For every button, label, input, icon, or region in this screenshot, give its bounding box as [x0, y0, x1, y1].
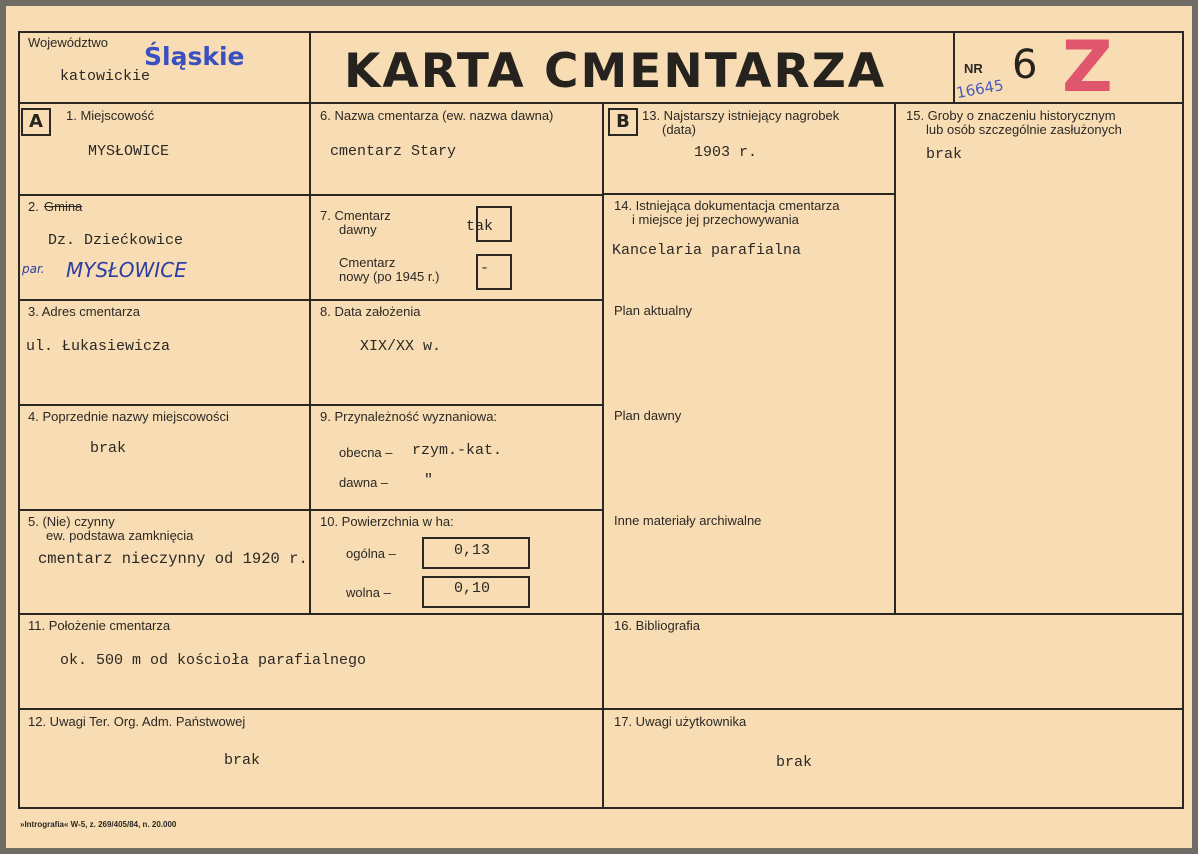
field-10-ogolna-label: ogólna – — [346, 546, 396, 561]
rule-col1 — [309, 31, 311, 615]
rule-right — [1182, 31, 1184, 809]
plan-dawny-label: Plan dawny — [614, 408, 682, 423]
wojewodztwo-label: Województwo — [28, 35, 108, 50]
rule-bottom — [18, 807, 1184, 809]
field-8-value: XIX/XX w. — [360, 338, 442, 355]
rule-top — [18, 31, 1184, 33]
field-13-label-2: (data) — [662, 122, 696, 137]
field-4-value: brak — [90, 440, 127, 457]
field-10-ogolna-value: 0,13 — [454, 542, 491, 559]
rule-left — [18, 31, 20, 809]
field-5-value: cmentarz nieczynny od 1920 r. — [38, 550, 308, 568]
cemetery-card — [6, 6, 1192, 848]
nr-label: NR — [964, 61, 983, 76]
field-3-label: 3. Adres cmentarza — [28, 304, 140, 319]
rule-row1-mid — [602, 193, 896, 195]
field-9-label: 9. Przynależność wyznaniowa: — [320, 409, 498, 424]
field-16-label: 16. Bibliografia — [614, 618, 700, 633]
field-7-label-2: dawny — [339, 222, 377, 237]
field-17-value: brak — [776, 754, 813, 771]
nr-value: 6 — [1012, 42, 1038, 88]
field-6-label: 6. Nazwa cmentarza (ew. nazwa dawna) — [320, 108, 554, 123]
field-7-label-4: nowy (po 1945 r.) — [339, 269, 440, 284]
wojewodztwo-stamp: Śląskie — [144, 42, 245, 71]
field-10-wolna-label: wolna – — [346, 585, 391, 600]
field-17-label: 17. Uwagi użytkownika — [614, 714, 747, 729]
rule-col2 — [602, 102, 604, 809]
field-1-label: 1. Miejscowość — [66, 108, 155, 123]
field-11-label: 11. Położenie cmentarza — [28, 618, 171, 633]
field-9-obecna-value: rzym.-kat. — [412, 442, 503, 459]
field-15-label-1: 15. Groby o znaczeniu historycznym — [906, 108, 1116, 123]
field-7-nowy-value: - — [480, 260, 490, 277]
wojewodztwo-typed: katowickie — [60, 68, 151, 85]
field-9-dawna-value: " — [424, 472, 434, 489]
field-10-wolna-value: 0,10 — [454, 580, 491, 597]
field-7-label-3: Cmentarz — [339, 255, 396, 270]
field-2-hand-prefix: par. — [22, 262, 45, 276]
field-14-label-2: i miejsce jej przechowywania — [632, 212, 799, 227]
field-10-label: 10. Powierzchnia w ha: — [320, 514, 454, 529]
field-5-label-1: 5. (Nie) czynny — [28, 514, 115, 529]
inne-materialy-label: Inne materiały archiwalne — [614, 513, 762, 528]
corner-mark: Z — [1062, 26, 1113, 108]
section-a-box: A — [21, 108, 51, 136]
field-2-label-struck: Gmina — [44, 199, 83, 214]
card-title: KARTA CMENTARZA — [344, 44, 887, 99]
field-13-label-1: 13. Najstarszy istniejący nagrobek — [642, 108, 840, 123]
nr-handwritten: 16645 — [954, 75, 1005, 103]
field-5-label-2: ew. podstawa zamknięcia — [46, 528, 194, 543]
section-b-box: B — [608, 108, 638, 136]
field-4-label: 4. Poprzednie nazwy miejscowości — [28, 409, 229, 424]
field-2-label-num: 2. — [28, 199, 39, 214]
rule-col3 — [894, 102, 896, 615]
field-8-label: 8. Data założenia — [320, 304, 421, 319]
field-15-label-2: lub osób szczególnie zasłużonych — [926, 122, 1122, 137]
field-9-dawna-label: dawna – — [339, 475, 389, 490]
rule-row4 — [18, 509, 604, 511]
rule-nr-left — [953, 31, 955, 104]
rule-row2 — [18, 299, 604, 301]
print-footer: »Intrografia« W-5, z. 269/405/84, n. 20.000 — [20, 820, 177, 829]
field-7-label-1: 7. Cmentarz — [320, 208, 391, 223]
rule-row3 — [18, 404, 604, 406]
field-3-value: ul. Łukasiewicza — [26, 338, 171, 355]
field-2-value: Dz. Dziećkowice — [48, 232, 184, 249]
field-11-value: ok. 500 m od kościoła parafialnego — [60, 652, 367, 669]
field-15-value: brak — [926, 146, 963, 163]
rule-row6 — [18, 708, 1184, 710]
field-13-value: 1903 r. — [694, 144, 758, 161]
field-12-label: 12. Uwagi Ter. Org. Adm. Państwowej — [28, 714, 246, 729]
field-6-value: cmentarz Stary — [330, 143, 457, 160]
field-1-value: MYSŁOWICE — [88, 143, 170, 160]
field-12-value: brak — [224, 752, 261, 769]
rule-row1-left — [18, 194, 604, 196]
plan-aktualny-label: Plan aktualny — [614, 303, 693, 318]
rule-row5 — [18, 613, 1184, 615]
field-7-dawny-value: tak — [466, 218, 494, 235]
field-9-obecna-label: obecna – — [339, 445, 393, 460]
field-2-hand-value: MYSŁOWICE — [66, 258, 187, 282]
field-14-value: Kancelaria parafialna — [612, 242, 802, 259]
field-14-label-1: 14. Istniejąca dokumentacja cmentarza — [614, 198, 840, 213]
rule-header-bottom — [18, 102, 1184, 104]
